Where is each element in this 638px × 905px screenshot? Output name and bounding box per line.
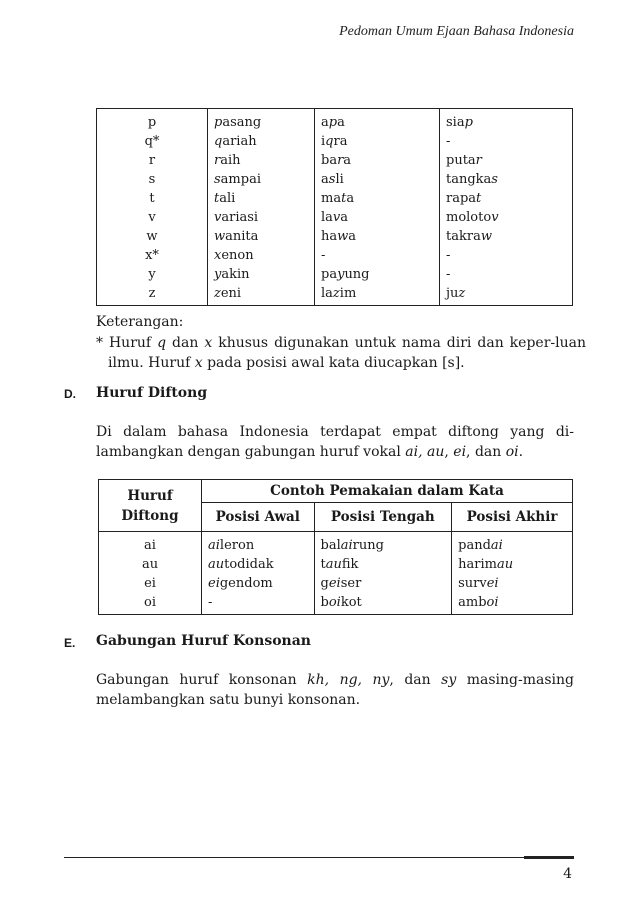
initial-example-cell: autodidak <box>202 555 315 574</box>
final-example-cell: tangkas <box>440 170 573 189</box>
final-example-cell: - <box>440 246 573 265</box>
table-row <box>97 151 573 170</box>
letter-examples-table <box>96 108 573 306</box>
letter-cell: z <box>97 284 208 306</box>
diphthong-group-header: Contoh Pemakaian dalam Kata <box>202 480 573 503</box>
diphthong-cell: au <box>99 555 202 574</box>
initial-example-cell: yakin <box>208 265 315 284</box>
table-row <box>99 555 573 574</box>
initial-example-cell: qariah <box>208 132 315 151</box>
section-d-letter: D. <box>64 387 76 401</box>
initial-example-cell: wanita <box>208 227 315 246</box>
letter-cell: v <box>97 208 208 227</box>
final-example-cell: putar <box>440 151 573 170</box>
section-e-letter: E. <box>64 636 76 650</box>
middle-example-cell: geiser <box>314 574 452 593</box>
table-row <box>97 265 573 284</box>
section-e-title: Gabungan Huruf Konsonan <box>96 633 311 649</box>
final-example-cell: amboi <box>452 593 573 615</box>
section-d-title: Huruf Diftong <box>96 385 208 401</box>
final-example-cell: harimau <box>452 555 573 574</box>
diphthong-cell: oi <box>99 593 202 615</box>
initial-example-cell: eigendom <box>202 574 315 593</box>
final-example-cell: - <box>440 132 573 151</box>
final-example-cell: survei <box>452 574 573 593</box>
initial-example-cell: tali <box>208 189 315 208</box>
middle-example-cell: - <box>315 246 440 265</box>
running-header: Pedoman Umum Ejaan Bahasa Indonesia <box>339 24 574 39</box>
table-row <box>97 246 573 265</box>
middle-example-cell: lazim <box>315 284 440 306</box>
note-title: Keterangan: <box>96 314 184 330</box>
subheader-middle: Posisi Tengah <box>314 503 452 532</box>
letter-cell: r <box>97 151 208 170</box>
table-row <box>97 208 573 227</box>
middle-example-cell: apa <box>315 109 440 133</box>
initial-example-cell: raih <box>208 151 315 170</box>
table-row <box>99 593 573 615</box>
table-row <box>97 227 573 246</box>
diphthong-cell: ai <box>99 532 202 556</box>
letter-cell: q* <box>97 132 208 151</box>
middle-example-cell: iqra <box>315 132 440 151</box>
middle-example-cell: taufik <box>314 555 452 574</box>
diphthong-table <box>98 479 573 615</box>
final-example-cell: pandai <box>452 532 573 556</box>
page-number: 4 <box>563 866 572 882</box>
footer-rule-accent <box>524 856 574 859</box>
final-example-cell: siap <box>440 109 573 133</box>
initial-example-cell: sampai <box>208 170 315 189</box>
letter-cell: t <box>97 189 208 208</box>
letter-cell: s <box>97 170 208 189</box>
table-row <box>99 574 573 593</box>
middle-example-cell: payung <box>315 265 440 284</box>
letter-cell: y <box>97 265 208 284</box>
middle-example-cell: bara <box>315 151 440 170</box>
subheader-initial: Posisi Awal <box>202 503 315 532</box>
initial-example-cell: - <box>202 593 315 615</box>
table-row <box>99 532 573 556</box>
table-row <box>97 284 573 306</box>
letter-cell: x* <box>97 246 208 265</box>
middle-example-cell: asli <box>315 170 440 189</box>
initial-example-cell: zeni <box>208 284 315 306</box>
final-example-cell: - <box>440 265 573 284</box>
final-example-cell: rapat <box>440 189 573 208</box>
initial-example-cell: variasi <box>208 208 315 227</box>
letter-cell: p <box>97 109 208 133</box>
table-row <box>97 170 573 189</box>
table-row <box>97 109 573 133</box>
section-e-paragraph: Gabungan huruf konsonan kh, ng, ny, dan sy masing-masing melambangkan satu bunyi konsonan. <box>96 672 574 708</box>
table-row <box>97 189 573 208</box>
middle-example-cell: lava <box>315 208 440 227</box>
middle-example-cell: balairung <box>314 532 452 556</box>
final-example-cell: takraw <box>440 227 573 246</box>
initial-example-cell: pasang <box>208 109 315 133</box>
subheader-final: Posisi Akhir <box>452 503 573 532</box>
diphthong-cell: ei <box>99 574 202 593</box>
initial-example-cell: aileron <box>202 532 315 556</box>
letter-cell: w <box>97 227 208 246</box>
note-body: * Huruf q dan x khusus digunakan untuk nama diri dan keper-luan ilmu. Huruf x pada posisi awal kata diucapkan [s]. <box>96 335 586 371</box>
footer-rule <box>64 857 574 858</box>
middle-example-cell: boikot <box>314 593 452 615</box>
table-row <box>97 132 573 151</box>
diphthong-column-header: Huruf Diftong <box>99 480 202 532</box>
initial-example-cell: xenon <box>208 246 315 265</box>
middle-example-cell: hawa <box>315 227 440 246</box>
final-example-cell: molotov <box>440 208 573 227</box>
middle-example-cell: mata <box>315 189 440 208</box>
final-example-cell: juz <box>440 284 573 306</box>
section-d-paragraph: Di dalam bahasa Indonesia terdapat empat diftong yang di-lambangkan dengan gabungan huruf vokal ai, au, ei, dan oi. <box>96 424 574 460</box>
